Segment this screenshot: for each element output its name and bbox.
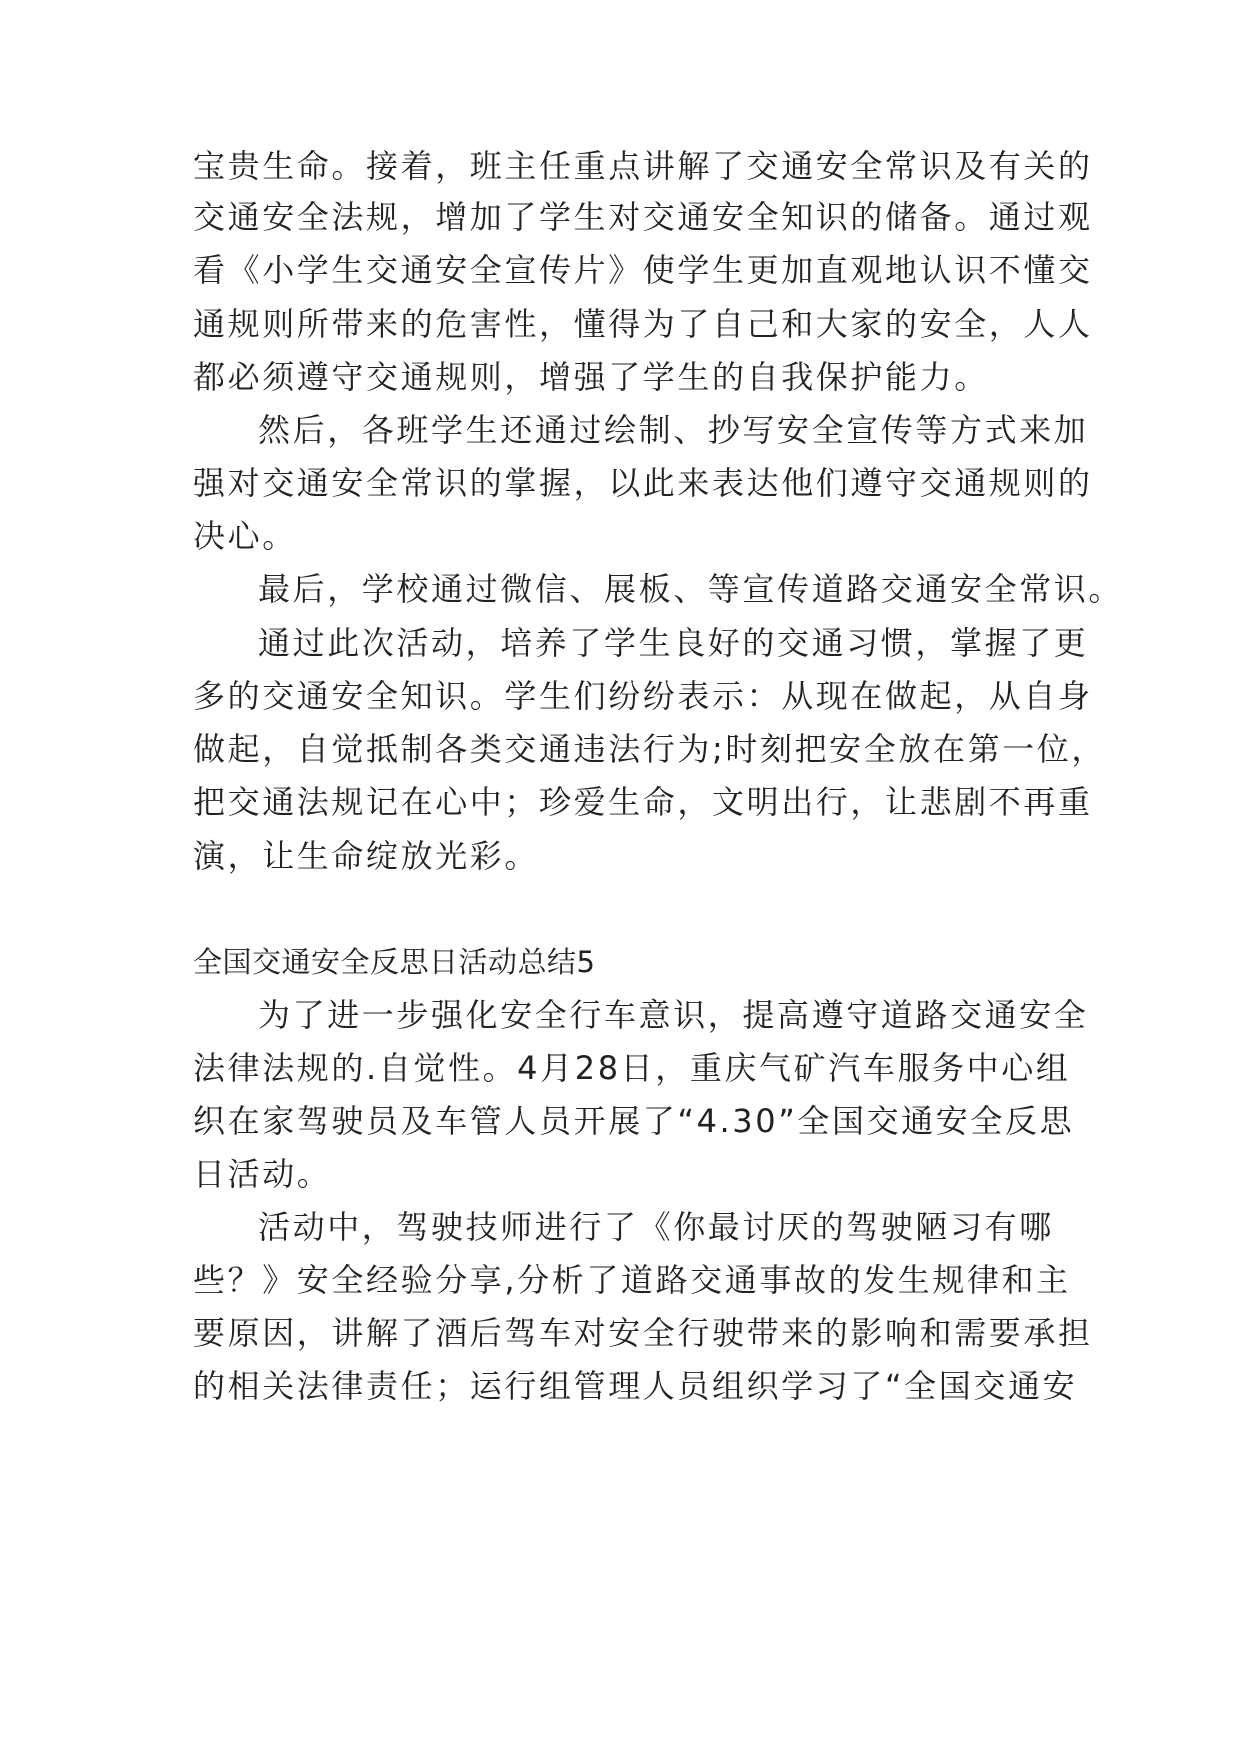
text-line: 看《小学生交通安全宣传片》使学生更加直观地认识不懂交 xyxy=(193,251,1093,289)
text-line: 交通安全法规，增加了学生对交通安全知识的储备。通过观 xyxy=(193,198,1093,236)
text-line: 强对交通安全常识的掌握，以此来表达他们遵守交通规则的 xyxy=(193,464,1093,502)
text-line: 要原因，讲解了酒后驾车对安全行驶带来的影响和需要承担 xyxy=(193,1314,1093,1352)
text-line: 日活动。 xyxy=(193,1155,332,1193)
text-line: 最后，学校通过微信、展板、等宣传道路交通安全常识。 xyxy=(258,570,1124,608)
text-line: 决心。 xyxy=(193,517,297,555)
text-line: 为了进一步强化安全行车意识，提高遵守道路交通安全 xyxy=(258,996,1089,1034)
text-line: 织在家驾驶员及车管人员开展了“4.30”全国交通安全反思 xyxy=(193,1102,1075,1140)
text-line: 通过此次活动，培养了学生良好的交通习惯，掌握了更 xyxy=(258,624,1089,662)
text-line: 法律法规的.自觉性。4月28日，重庆气矿汽车服务中心组 xyxy=(193,1049,1071,1087)
text-line: 的相关法律责任；运行组管理人员组织学习了“全国交通安 xyxy=(193,1367,1078,1405)
text-line: 演，让生命绽放光彩。 xyxy=(193,837,540,875)
text-line: 些？》安全经验分享,分析了道路交通事故的发生规律和主 xyxy=(193,1261,1071,1299)
text-line: 通规则所带来的危害性，懂得为了自己和大家的安全，人人 xyxy=(193,305,1093,343)
text-line: 做起，自觉抵制各类交通违法行为;时刻把安全放在第一位， xyxy=(193,730,1106,768)
text-line: 多的交通安全知识。学生们纷纷表示：从现在做起，从自身 xyxy=(193,677,1093,715)
text-line: 宝贵生命。接着，班主任重点讲解了交通安全常识及有关的 xyxy=(193,147,1093,185)
section-heading: 全国交通安全反思日活动总结5 xyxy=(193,945,596,979)
text-line: 然后，各班学生还通过绘制、抄写安全宣传等方式来加 xyxy=(258,411,1089,449)
text-line: 活动中，驾驶技师进行了《你最讨厌的驾驶陋习有哪 xyxy=(258,1208,1054,1246)
text-line: 都必须遵守交通规则，增强了学生的自我保护能力。 xyxy=(193,358,989,396)
text-line: 把交通法规记在心中；珍爱生命，文明出行，让悲剧不再重 xyxy=(193,783,1093,821)
